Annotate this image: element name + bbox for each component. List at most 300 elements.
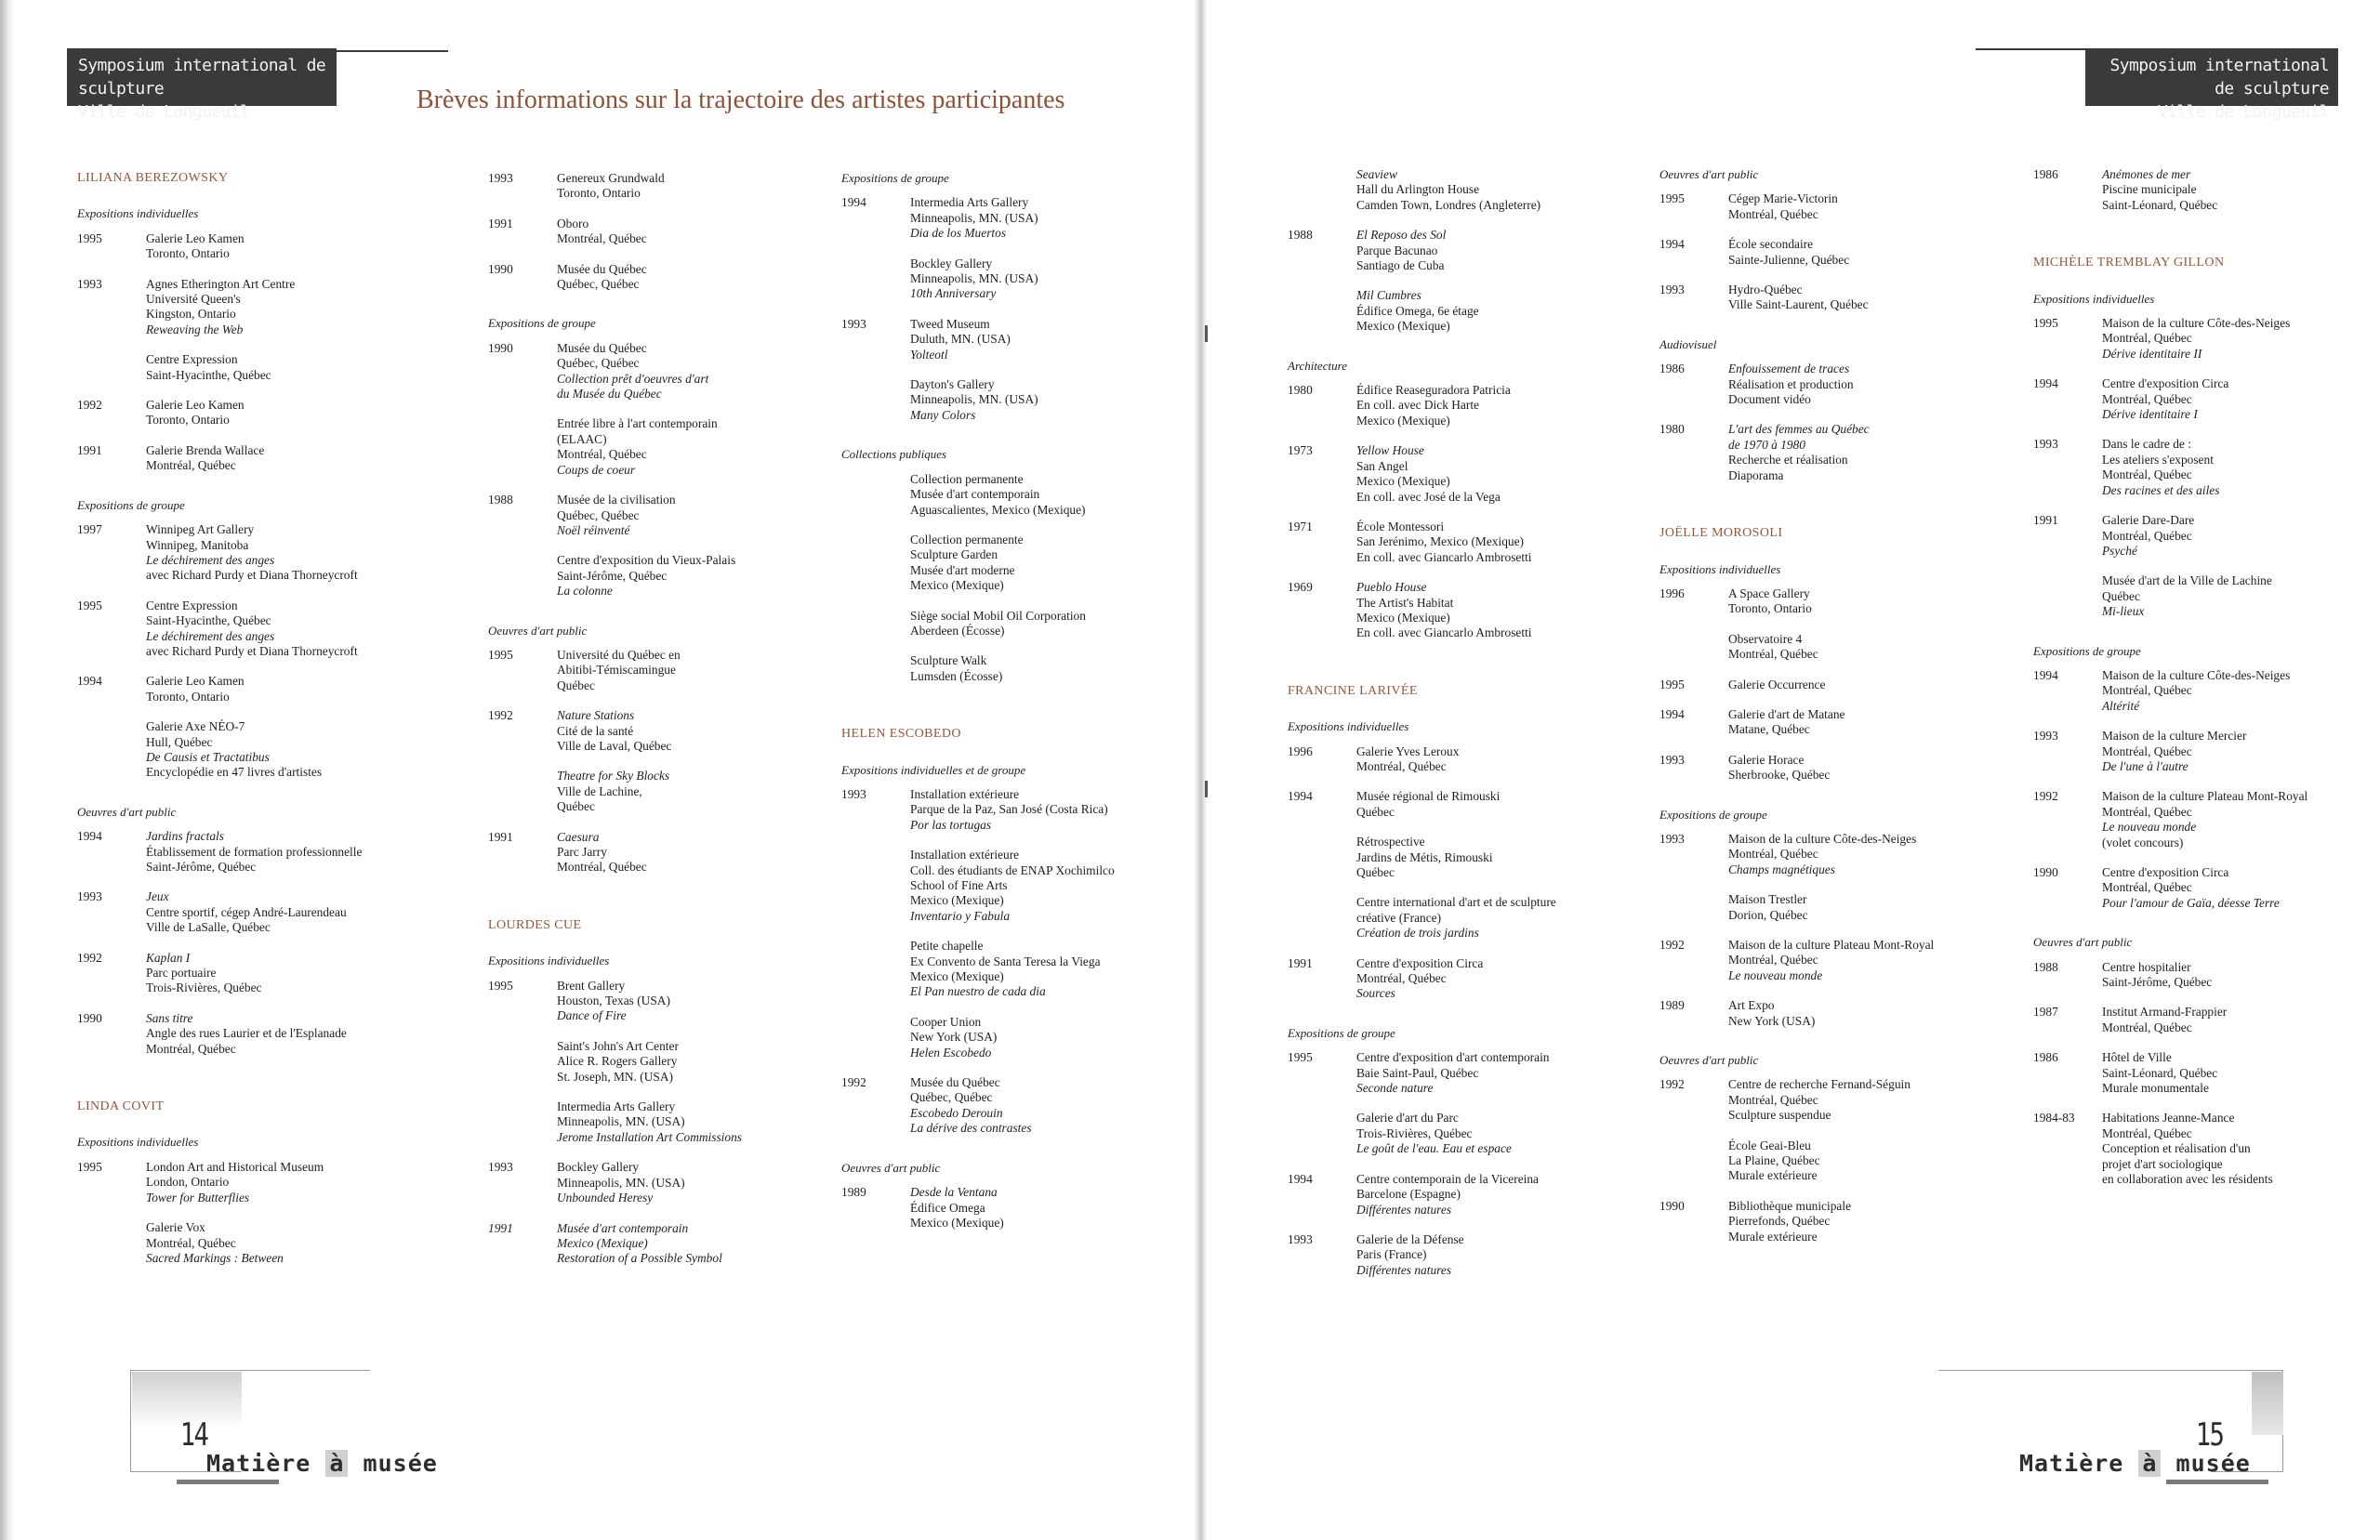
work-title: Le nouveau monde [2102, 820, 2197, 835]
magazine-word-2: à [325, 1450, 348, 1477]
page-edge-shadow [0, 0, 15, 1540]
work-title: Tower for Butterflies [146, 1190, 250, 1204]
entry-line: Québec [557, 799, 595, 814]
magazine-word-1: Matière [206, 1450, 311, 1477]
entry-item [2102, 668, 2373, 714]
entry-item [2102, 865, 2373, 911]
entry-line: Saint-Jérôme, Québec [557, 568, 668, 583]
spacer [1659, 1044, 2031, 1053]
work-title: La dérive des contrastes [910, 1121, 1032, 1136]
entry-line: Trois-Rivières, Québec [146, 981, 262, 995]
entry-line: École Montessori [1356, 519, 1445, 533]
entry-line: École secondaire [1728, 237, 1814, 252]
entry-line: Mexico (Mexique) [910, 578, 1004, 593]
entry-line: Collection permanente [910, 532, 1024, 546]
entry-item [910, 257, 1190, 302]
work-title: Restoration of a Possible Symbol [557, 1251, 722, 1266]
entry-items [910, 317, 1190, 423]
exhibition-entry [488, 217, 832, 247]
entry-items [557, 1221, 832, 1267]
exhibition-entry [1659, 422, 2031, 483]
section-heading: Expositions de groupe [1288, 1025, 1395, 1040]
entry-line: Dorion, Québec [1728, 907, 1808, 922]
entry-year: 1991 [1288, 955, 1313, 970]
entry-line: Agnes Etherington Art Centre [146, 276, 296, 291]
entry-year: 1995 [1659, 191, 1685, 206]
entry-item [1356, 744, 1655, 775]
entry-item [557, 217, 832, 247]
entry-item [1728, 998, 2031, 1029]
entry-line: Art Expo [1728, 998, 1775, 1013]
magazine-logo-right [2019, 1450, 2251, 1477]
entry-line: Centre international d'art et de sculpture [1356, 895, 1556, 910]
entry-line: San Angel [1356, 458, 1408, 473]
exhibition-entry [1288, 956, 1655, 1002]
entry-items [1356, 520, 1655, 565]
section-heading: Expositions individuelles et de groupe [841, 762, 1026, 777]
entry-line: Angle des rues Laurier et de l'Esplanade [146, 1026, 347, 1041]
entry-line: Mexico (Mexique) [910, 1215, 1004, 1230]
entry-line: Hôtel de Ville [2102, 1050, 2172, 1065]
entry-item [557, 769, 832, 814]
entry-line: Édifice Omega [910, 1200, 985, 1215]
entry-items [2102, 960, 2373, 991]
entry-line: Installation extérieure [910, 786, 1020, 801]
entry-line: Musée de la civilisation [557, 493, 676, 507]
entry-year: 1993 [2033, 437, 2058, 452]
entry-item [1356, 1111, 1655, 1156]
section-heading: Expositions de groupe [2033, 643, 2141, 658]
spacer [2033, 926, 2373, 935]
entry-line: Murale extérieure [1728, 1168, 1818, 1183]
entry-year: 1996 [1659, 586, 1685, 600]
entry-line: Montréal, Québec [2102, 467, 2192, 482]
entry-year: 1971 [1288, 519, 1313, 533]
entry-items [910, 1185, 1190, 1231]
entry-item [146, 1011, 449, 1057]
entry-item [146, 1220, 449, 1266]
entry-line: Galerie Occurrence [1728, 677, 1826, 691]
entry-line: Tweed Museum [910, 316, 990, 331]
section-heading: Expositions de groupe [1659, 807, 1767, 822]
entry-item [1728, 632, 2031, 663]
entry-line: avec Richard Purdy et Diana Thorneycroft [146, 568, 358, 583]
entry-items [557, 1160, 832, 1205]
entry-year: 1992 [2033, 789, 2058, 804]
entry-year: 1995 [77, 230, 102, 245]
entry-line: Mexico (Mexique) [1356, 319, 1450, 334]
entry-line: Maison de la culture Côte-des-Neiges [1728, 831, 1917, 846]
entry-line: Bockley Gallery [557, 1160, 640, 1175]
entry-line: Montréal, Québec [2102, 744, 2192, 758]
entry-line: Saint-Jérôme, Québec [2102, 975, 2213, 990]
entry-line: Cégep Marie-Victorin [1728, 191, 1838, 206]
entry-line: Centre Expression [146, 352, 238, 367]
entry-item [1728, 1199, 2031, 1244]
entry-line: Centre sportif, cégep André-Laurendeau [146, 904, 347, 919]
work-title: Inventario y Fabula [910, 908, 1011, 923]
entry-items [1728, 191, 2031, 222]
entry-line: Observatoire 4 [1728, 631, 1803, 646]
entry-item [146, 674, 449, 704]
exhibition-entry [841, 787, 1190, 1060]
entry-year: 1986 [2033, 167, 2058, 181]
spacer [841, 438, 1190, 447]
entry-item [146, 599, 449, 660]
entry-line: Québec, Québec [557, 356, 640, 371]
work-title: Différentes natures [1356, 1262, 1452, 1277]
entry-line: Murale monumentale [2102, 1081, 2209, 1096]
entry-line: Montréal, Québec [2102, 804, 2192, 819]
entry-line: San Jerénimo, Mexico (Mexique) [1356, 534, 1524, 549]
entry-line: Conception et réalisation d'un [2102, 1141, 2251, 1156]
work-title: Différentes natures [1356, 1202, 1452, 1217]
entry-year: 1996 [1288, 744, 1313, 758]
entry-line: Montréal, Québec [557, 231, 647, 246]
entry-year: 1990 [488, 340, 513, 355]
entry-year: 1997 [77, 522, 102, 537]
entry-line: Maison de la culture Plateau Mont-Royal [2102, 789, 2308, 804]
entry-item [557, 341, 832, 402]
entry-items [557, 262, 832, 293]
work-title: Caesura [557, 829, 600, 844]
section-heading: Expositions individuelles [77, 1135, 199, 1150]
exhibition-entry [2033, 1111, 2373, 1187]
entry-year: 1991 [77, 442, 102, 457]
entry-items [2102, 865, 2373, 911]
exhibition-entry [1659, 753, 2031, 783]
entry-year: 1993 [1659, 752, 1685, 767]
entry-item [1728, 586, 2031, 617]
entry-line: Centre d'exposition d'art contemporain [1356, 1050, 1550, 1065]
entry-line: Galerie d'art du Parc [1356, 1111, 1459, 1125]
entry-year: 1992 [488, 708, 513, 723]
exhibition-entry [488, 171, 832, 202]
work-title: Jerome Installation Art Commissions [557, 1129, 743, 1144]
entry-line: Montréal, Québec [146, 1041, 236, 1056]
entry-line: Montréal, Québec [2102, 683, 2192, 698]
entry-items [557, 341, 832, 478]
entry-line: School of Fine Arts [910, 878, 1008, 892]
work-title: Many Colors [910, 407, 976, 422]
artist-name: LINDA COVIT [77, 1099, 165, 1114]
entry-year: 1986 [1659, 362, 1685, 376]
entry-line: Galerie Horace [1728, 752, 1805, 767]
entry-item [1356, 167, 1655, 213]
entry-line: Montréal, Québec [146, 1235, 236, 1250]
magazine-word-2: à [2138, 1450, 2161, 1477]
entry-item [910, 939, 1190, 1000]
entry-line: Galerie Brenda Wallace [146, 442, 265, 457]
entry-line: créative (France) [1356, 910, 1442, 925]
entry-line: Université Queen's [146, 292, 241, 307]
entry-items [910, 787, 1190, 1060]
entry-line: Maison de la culture Côte-des-Neiges [2102, 316, 2291, 331]
entry-items [1728, 586, 2031, 663]
artist-name: LILIANA BEREZOWSKY [77, 171, 229, 185]
entry-year: 1992 [77, 398, 102, 413]
entry-items [2102, 376, 2373, 422]
entry-items [1728, 832, 2031, 923]
entry-line: Petite chapelle [910, 939, 984, 954]
section-heading: Oeuvres d'art public [488, 623, 588, 638]
banner-rule-left [337, 50, 448, 52]
entry-line: Maison de la culture Plateau Mont-Royal [1728, 938, 1935, 952]
exhibition-entry [1659, 832, 2031, 923]
magazine-word-3: musée [2175, 1450, 2251, 1477]
entry-year: 1995 [1659, 677, 1685, 691]
work-title: De l'une à l'autre [2102, 758, 2188, 773]
entry-line: Matane, Québec [1728, 722, 1810, 737]
entry-line: Saint's John's Art Center [557, 1038, 679, 1053]
entry-year: 1973 [1288, 443, 1313, 458]
entry-item [1728, 938, 2031, 983]
artist-name: JOËLLE MOROSOLI [1659, 526, 1783, 541]
entry-line: A Space Gallery [1728, 586, 1810, 600]
exhibition-entry [1288, 383, 1655, 428]
section-heading: Oeuvres d'art public [1659, 1053, 1759, 1068]
work-title: Yolteotl [910, 347, 948, 362]
entry-item [1356, 1232, 1655, 1278]
work-title: L'art des femmes au Québec [1728, 422, 1870, 437]
entry-item [1356, 1172, 1655, 1218]
work-title: Seaview [1356, 167, 1397, 181]
entry-line: Santiago de Cuba [1356, 258, 1445, 273]
entry-items [146, 889, 449, 935]
spacer [77, 796, 449, 805]
work-title: Psyché [2102, 543, 2137, 558]
entry-line: Minneapolis, MN. (USA) [557, 1114, 685, 1129]
entry-line: Montréal, Québec [1728, 1092, 1818, 1107]
entry-item [557, 416, 832, 478]
work-title: Por las tortugas [910, 817, 992, 832]
entry-line: Saint-Léonard, Québec [2102, 1065, 2218, 1080]
work-title: Reweaving the Web [146, 322, 244, 336]
entry-item [2102, 1111, 2373, 1187]
entry-line: avec Richard Purdy et Diana Thorneycroft [146, 643, 358, 658]
entry-line: Pierrefonds, Québec [1728, 1214, 1831, 1229]
exhibition-entry [2033, 376, 2373, 422]
exhibition-entry [1288, 744, 1655, 775]
section-heading: Oeuvres d'art public [841, 1160, 941, 1175]
entry-year: 1988 [488, 493, 513, 507]
content-column-4 [1288, 167, 1655, 1293]
entry-item [910, 533, 1190, 594]
entry-items [2102, 437, 2373, 498]
entry-line: Duluth, MN. (USA) [910, 332, 1011, 347]
work-title: Dérive identitaire II [2102, 346, 2202, 361]
entry-line: Oboro [557, 216, 589, 230]
spacer [1659, 798, 2031, 808]
entry-line: Entrée libre à l'art contemporain [557, 416, 718, 431]
entry-line: Montréal, Québec [1728, 647, 1818, 662]
entry-year: 1994 [2033, 667, 2058, 682]
entry-line: Mexico (Mexique) [910, 969, 1004, 984]
spacer [841, 699, 1190, 727]
entry-items [146, 398, 449, 428]
entry-items [1356, 789, 1655, 941]
exhibition-entry [488, 1160, 832, 1205]
entry-line: Mexico (Mexique) [1356, 610, 1450, 625]
entry-line: Winnipeg, Manitoba [146, 537, 249, 552]
entry-year [841, 472, 910, 684]
spacer [77, 489, 449, 498]
entry-line: Saint-Hyacinthe, Québec [146, 367, 271, 382]
entry-items [146, 674, 449, 780]
entry-year: 1995 [77, 598, 102, 612]
entry-line: Bibliothèque municipale [1728, 1198, 1852, 1213]
exhibition-entry [1659, 237, 2031, 268]
entry-line: Minneapolis, MN. (USA) [910, 271, 1038, 286]
exhibition-entry [2033, 1050, 2373, 1096]
entry-line: Québec [557, 678, 595, 692]
entry-year: 1993 [2033, 729, 2058, 744]
work-title: La colonne [557, 584, 613, 599]
entry-year: 1991 [488, 216, 513, 230]
entry-line: Cité de la santé [557, 723, 634, 738]
work-title: Nature Stations [557, 708, 635, 723]
magazine-word-3: musée [363, 1450, 438, 1477]
entry-item [1356, 1050, 1655, 1096]
work-title: Dance of Fire [557, 1008, 627, 1023]
work-title: Collection prêt d'oeuvres d'art [557, 371, 709, 386]
entry-items [1356, 1050, 1655, 1156]
entry-item [1356, 288, 1655, 334]
entry-item [2102, 1050, 2373, 1096]
entry-items [2102, 1050, 2373, 1096]
entry-item [1728, 1077, 2031, 1123]
exhibition-entry [488, 648, 832, 693]
entry-line: Centre d'exposition Circa [2102, 865, 2229, 879]
entry-item [1728, 237, 2031, 268]
entry-line: Installation extérieure [910, 848, 1020, 862]
entry-line: Montréal, Québec [557, 860, 647, 875]
work-title: Mi-lieux [2102, 604, 2145, 619]
entry-line: London Art and Historical Museum [146, 1159, 324, 1174]
entry-items [1728, 1199, 2031, 1244]
entry-year: 1986 [2033, 1050, 2058, 1065]
entry-line: Toronto, Ontario [146, 689, 230, 704]
entry-line: Musée d'art contemporain [910, 487, 1040, 502]
entry-item [910, 377, 1190, 423]
entry-line: Ex Convento de Santa Teresa la Viega [910, 954, 1101, 968]
entry-items [2102, 316, 2373, 362]
section-heading: Oeuvres d'art public [2033, 935, 2133, 950]
work-title: Kaplan I [146, 950, 191, 965]
entry-line: en collaboration avec les résidents [2102, 1172, 2273, 1187]
work-title: Yellow House [1356, 443, 1424, 458]
exhibition-entry [2033, 1005, 2373, 1035]
exhibition-entry [841, 317, 1190, 423]
entry-item [2102, 789, 2373, 850]
entry-item [557, 648, 832, 693]
symposium-banner-left [67, 48, 337, 122]
entry-items [1356, 167, 1655, 213]
entry-line: Parque de la Paz, San José (Costa Rica) [910, 802, 1108, 817]
entry-line: Université du Québec en [557, 647, 681, 662]
content-column-3 [841, 171, 1190, 1245]
exhibition-entry [2033, 437, 2373, 498]
magazine-word-1: Matière [2019, 1450, 2124, 1477]
entry-items [557, 217, 832, 247]
entry-item [557, 262, 832, 293]
entry-item [1728, 283, 2031, 313]
entry-line: Galerie de la Défense [1356, 1231, 1464, 1246]
work-title: Musée d'art contemporain [557, 1220, 689, 1235]
entry-items [1728, 237, 2031, 268]
entry-item [1356, 580, 1655, 641]
work-title: Sans titre [146, 1010, 193, 1025]
spacer [2033, 635, 2373, 644]
entry-line: Centre Expression [146, 598, 238, 612]
entry-line: Saint-Hyacinthe, Québec [146, 613, 271, 628]
entry-line: Ville de LaSalle, Québec [146, 920, 271, 935]
exhibition-entry [1659, 678, 2031, 692]
entry-line: Parc portuaire [146, 966, 217, 981]
banner-line-1: Symposium international de sculpture [2109, 56, 2329, 99]
entry-line: Maison de la culture Mercier [2102, 729, 2247, 744]
gutter-mark [1205, 325, 1208, 342]
entry-line: Siège social Mobil Oil Corporation [910, 608, 1086, 623]
entry-line: Cooper Union [910, 1014, 982, 1029]
page-number-right: 15 [2195, 1416, 2224, 1454]
spacer [1288, 349, 1655, 359]
entry-item [910, 609, 1190, 639]
exhibition-entry [1288, 1172, 1655, 1218]
entry-line: Musée du Québec [557, 340, 647, 355]
entry-items [2102, 668, 2373, 714]
banner-line-1: Symposium international de sculpture [78, 56, 326, 99]
work-title: Sacred Markings : Between [146, 1250, 284, 1265]
entry-line: Galerie Yves Leroux [1356, 744, 1460, 758]
entry-line: Galerie Leo Kamen [146, 674, 245, 689]
section-heading: Expositions individuelles [1288, 719, 1409, 734]
entry-item [146, 443, 449, 474]
exhibition-entry [2033, 167, 2373, 213]
exhibition-entry [77, 1160, 449, 1266]
entry-items [1728, 283, 2031, 313]
entry-items [2102, 167, 2373, 213]
entry-line: Sculpture Garden [910, 547, 998, 562]
entry-item [146, 719, 449, 781]
entry-line: Murale extérieure [1728, 1229, 1818, 1244]
work-title: Jardins fractals [146, 829, 224, 844]
entry-item [146, 1160, 449, 1205]
work-title: De Causis et Tractatibus [146, 749, 270, 764]
entry-item [1728, 753, 2031, 783]
entry-year: 1994 [1288, 1171, 1313, 1186]
entry-items [146, 522, 449, 584]
exhibition-entry [1659, 938, 2031, 983]
entry-year: 1991 [488, 829, 513, 844]
exhibition-entry [2033, 865, 2373, 911]
exhibition-entry [77, 674, 449, 780]
entry-line: Intermedia Arts Gallery [910, 195, 1029, 210]
work-title: Coups de coeur [557, 462, 636, 477]
entry-items [1356, 1172, 1655, 1218]
entry-year: 1994 [2033, 376, 2058, 391]
entry-items [146, 1011, 449, 1057]
entry-items [2102, 789, 2373, 850]
work-title: Création de trois jardins [1356, 926, 1479, 941]
entry-line: Montréal, Québec [2102, 1125, 2192, 1140]
entry-year: 1995 [488, 978, 513, 993]
entry-line: Musée d'art moderne [910, 562, 1015, 577]
work-title: Le goût de l'eau. Eau et espace [1356, 1141, 1512, 1156]
exhibition-entry [1659, 1199, 2031, 1244]
exhibition-entry [1659, 998, 2031, 1029]
entry-items [557, 648, 832, 693]
